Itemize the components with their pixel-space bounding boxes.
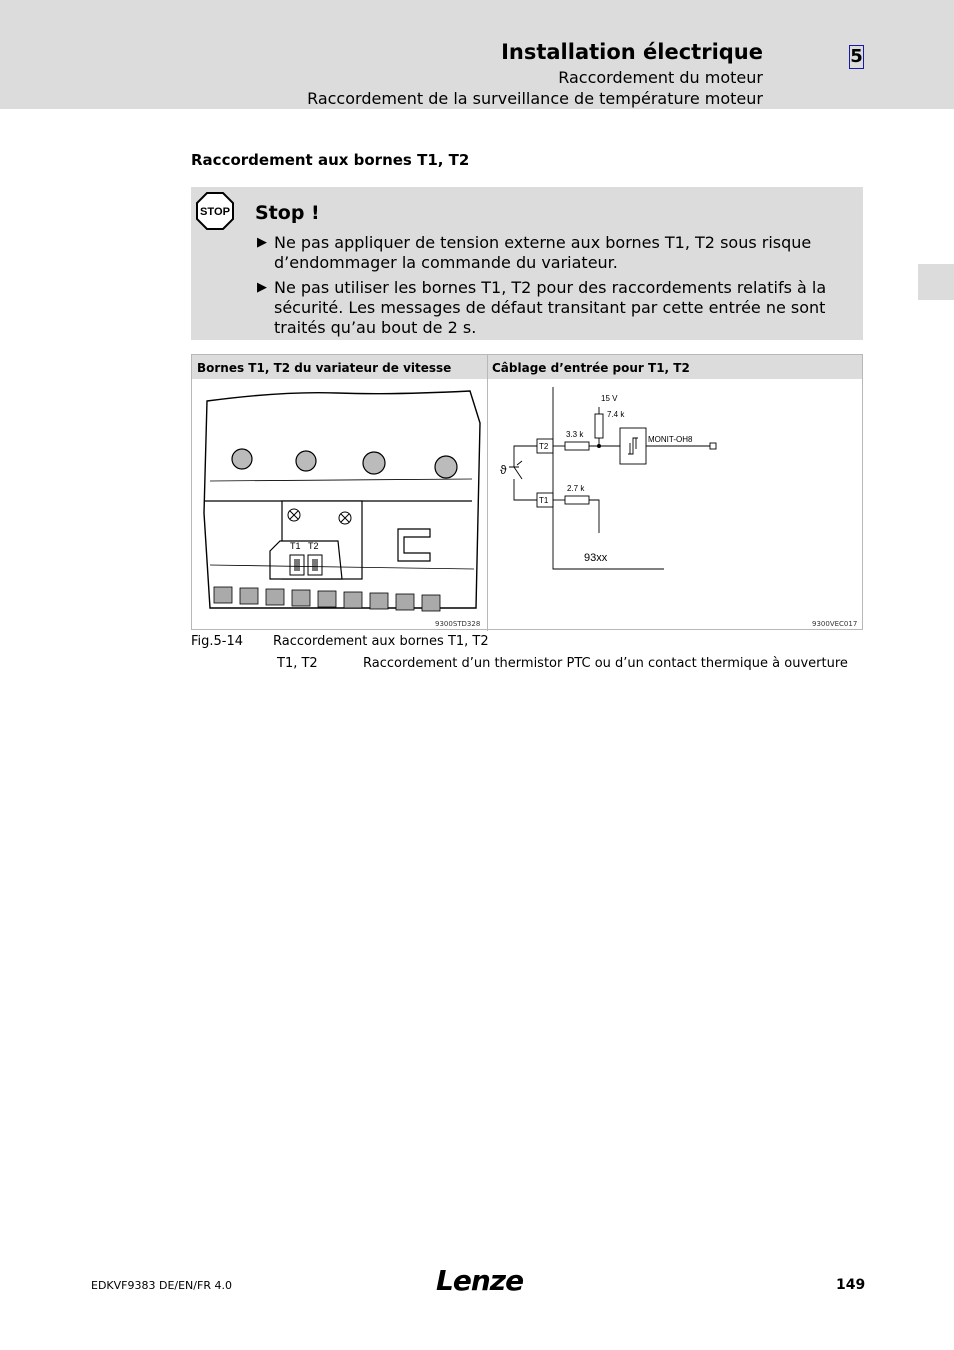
section-heading: Raccordement aux bornes T1, T2 (191, 151, 470, 169)
figure-number: Fig.5-14 (191, 634, 244, 649)
warning-bullet (257, 233, 857, 273)
warning-bullet (257, 278, 857, 338)
stop-title: Stop ! (255, 202, 320, 224)
page-number: 149 (836, 1277, 866, 1293)
warning-bullet-text: Ne pas utiliser les bornes T1, T2 pour des raccordements relatifs à la sécurité. Les messages de défaut transitant par cette entrée ne sont traités qu’au bout de 2 s. (274, 278, 827, 337)
resistor-3-3k-label: 3.3 k (566, 430, 584, 439)
figure-frame (191, 354, 863, 630)
terminal-t1-label: T1 (290, 541, 301, 551)
lenze-logo: Lenze (436, 1264, 524, 1297)
right-figure-code: 9300VEC017 (812, 620, 858, 628)
figure-title: Raccordement aux bornes T1, T2 (273, 634, 489, 649)
resistor-2-7k-label: 2.7 k (567, 484, 585, 493)
schematic-t2-label: T2 (539, 442, 549, 451)
monit-oh8-label: MONIT-OH8 (648, 435, 693, 444)
warning-bullet-text: Ne pas appliquer de tension externe aux bornes T1, T2 sous risque d’endommager la commande du variateur. (274, 233, 812, 272)
bullet-arrow-icon: ▶ (257, 235, 267, 250)
schematic-t1-label: T1 (539, 496, 549, 505)
stop-warning-box (191, 187, 863, 340)
bullet-arrow-icon: ▶ (257, 280, 267, 295)
chapter-side-tab (918, 264, 954, 300)
document-code: EDKVF9383 DE/EN/FR 4.0 (91, 1279, 232, 1292)
device-label: 93xx (584, 552, 608, 564)
legend-description: Raccordement d’un thermistor PTC ou d’un contact thermique à ouverture (363, 656, 848, 671)
chapter-number-badge[interactable]: 5 (850, 46, 863, 67)
input-wiring-schematic (492, 383, 752, 579)
chapter-title: Installation électrique (501, 40, 763, 64)
terminal-t2-label: T2 (308, 541, 319, 551)
stop-sign-icon (196, 192, 234, 230)
resistor-7-4k-label: 7.4 k (607, 410, 625, 419)
section-subtitle: Raccordement du moteur (558, 68, 763, 87)
left-figure-code: 9300STD328 (435, 620, 481, 628)
figure-left-header: Bornes T1, T2 du variateur de vitesse (197, 361, 452, 375)
legend-term: T1, T2 (277, 656, 318, 671)
thermal-contact-symbol: ϑ (500, 463, 507, 477)
subsection-subtitle: Raccordement de la surveillance de température moteur (307, 89, 763, 108)
figure-right-header: Câblage d’entrée pour T1, T2 (492, 361, 690, 375)
drive-terminal-illustration (202, 383, 482, 613)
figure-divider (487, 355, 488, 631)
voltage-label: 15 V (601, 394, 618, 403)
stop-sign-text: STOP (200, 206, 230, 218)
